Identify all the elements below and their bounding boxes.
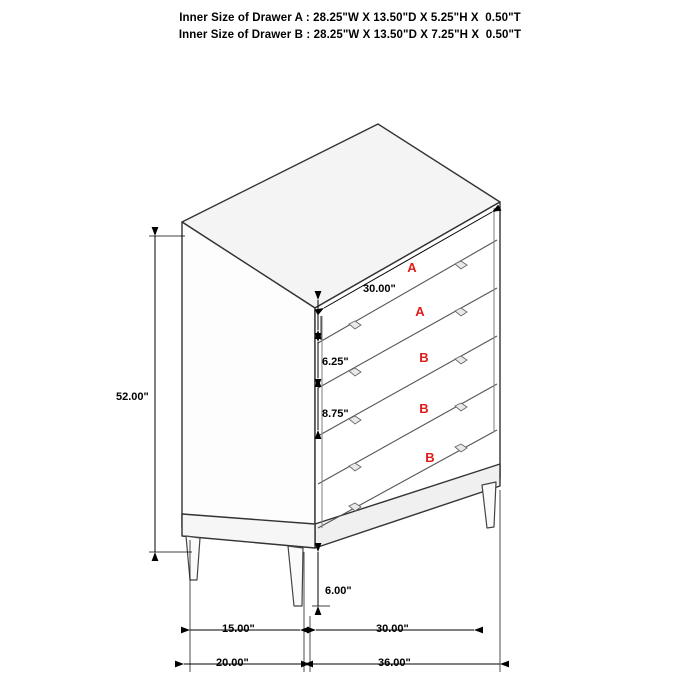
leg-back-left (186, 536, 200, 580)
leg-front-left (288, 546, 303, 606)
drawer-label-a2: A (415, 304, 425, 319)
drawer-label-a1: A (407, 260, 417, 275)
dimtext-drawer-b-height: 8.75" (322, 408, 349, 420)
dimtext-side-depth-lower: 20.00" (216, 657, 249, 669)
drawer-b-spec: Inner Size of Drawer B : 28.25"W X 13.50"D X 7.25"H X 0.50"T (178, 29, 522, 41)
dimtext-drawer-a-height: 6.25" (322, 356, 349, 368)
dimtext-side-depth-upper: 15.00" (222, 623, 255, 635)
dimtext-leg-height: 6.00" (325, 585, 352, 597)
dimtext-overall-height: 52.00" (116, 391, 149, 403)
dimtext-front-width-lower: 36.00" (378, 657, 411, 669)
dimtext-drawer-front-width: 30.00" (363, 283, 396, 295)
drawer-label-b3: B (425, 450, 435, 465)
cabinet-body (182, 124, 500, 548)
leg-right (482, 482, 496, 528)
drawer-a-spec: Inner Size of Drawer A : 28.25"W X 13.50"D X 5.25"H X 0.50"T (179, 12, 521, 24)
dimtext-front-width-upper: 30.00" (376, 623, 409, 635)
drawer-label-b1: B (419, 350, 429, 365)
drawer-label-b2: B (419, 401, 429, 416)
